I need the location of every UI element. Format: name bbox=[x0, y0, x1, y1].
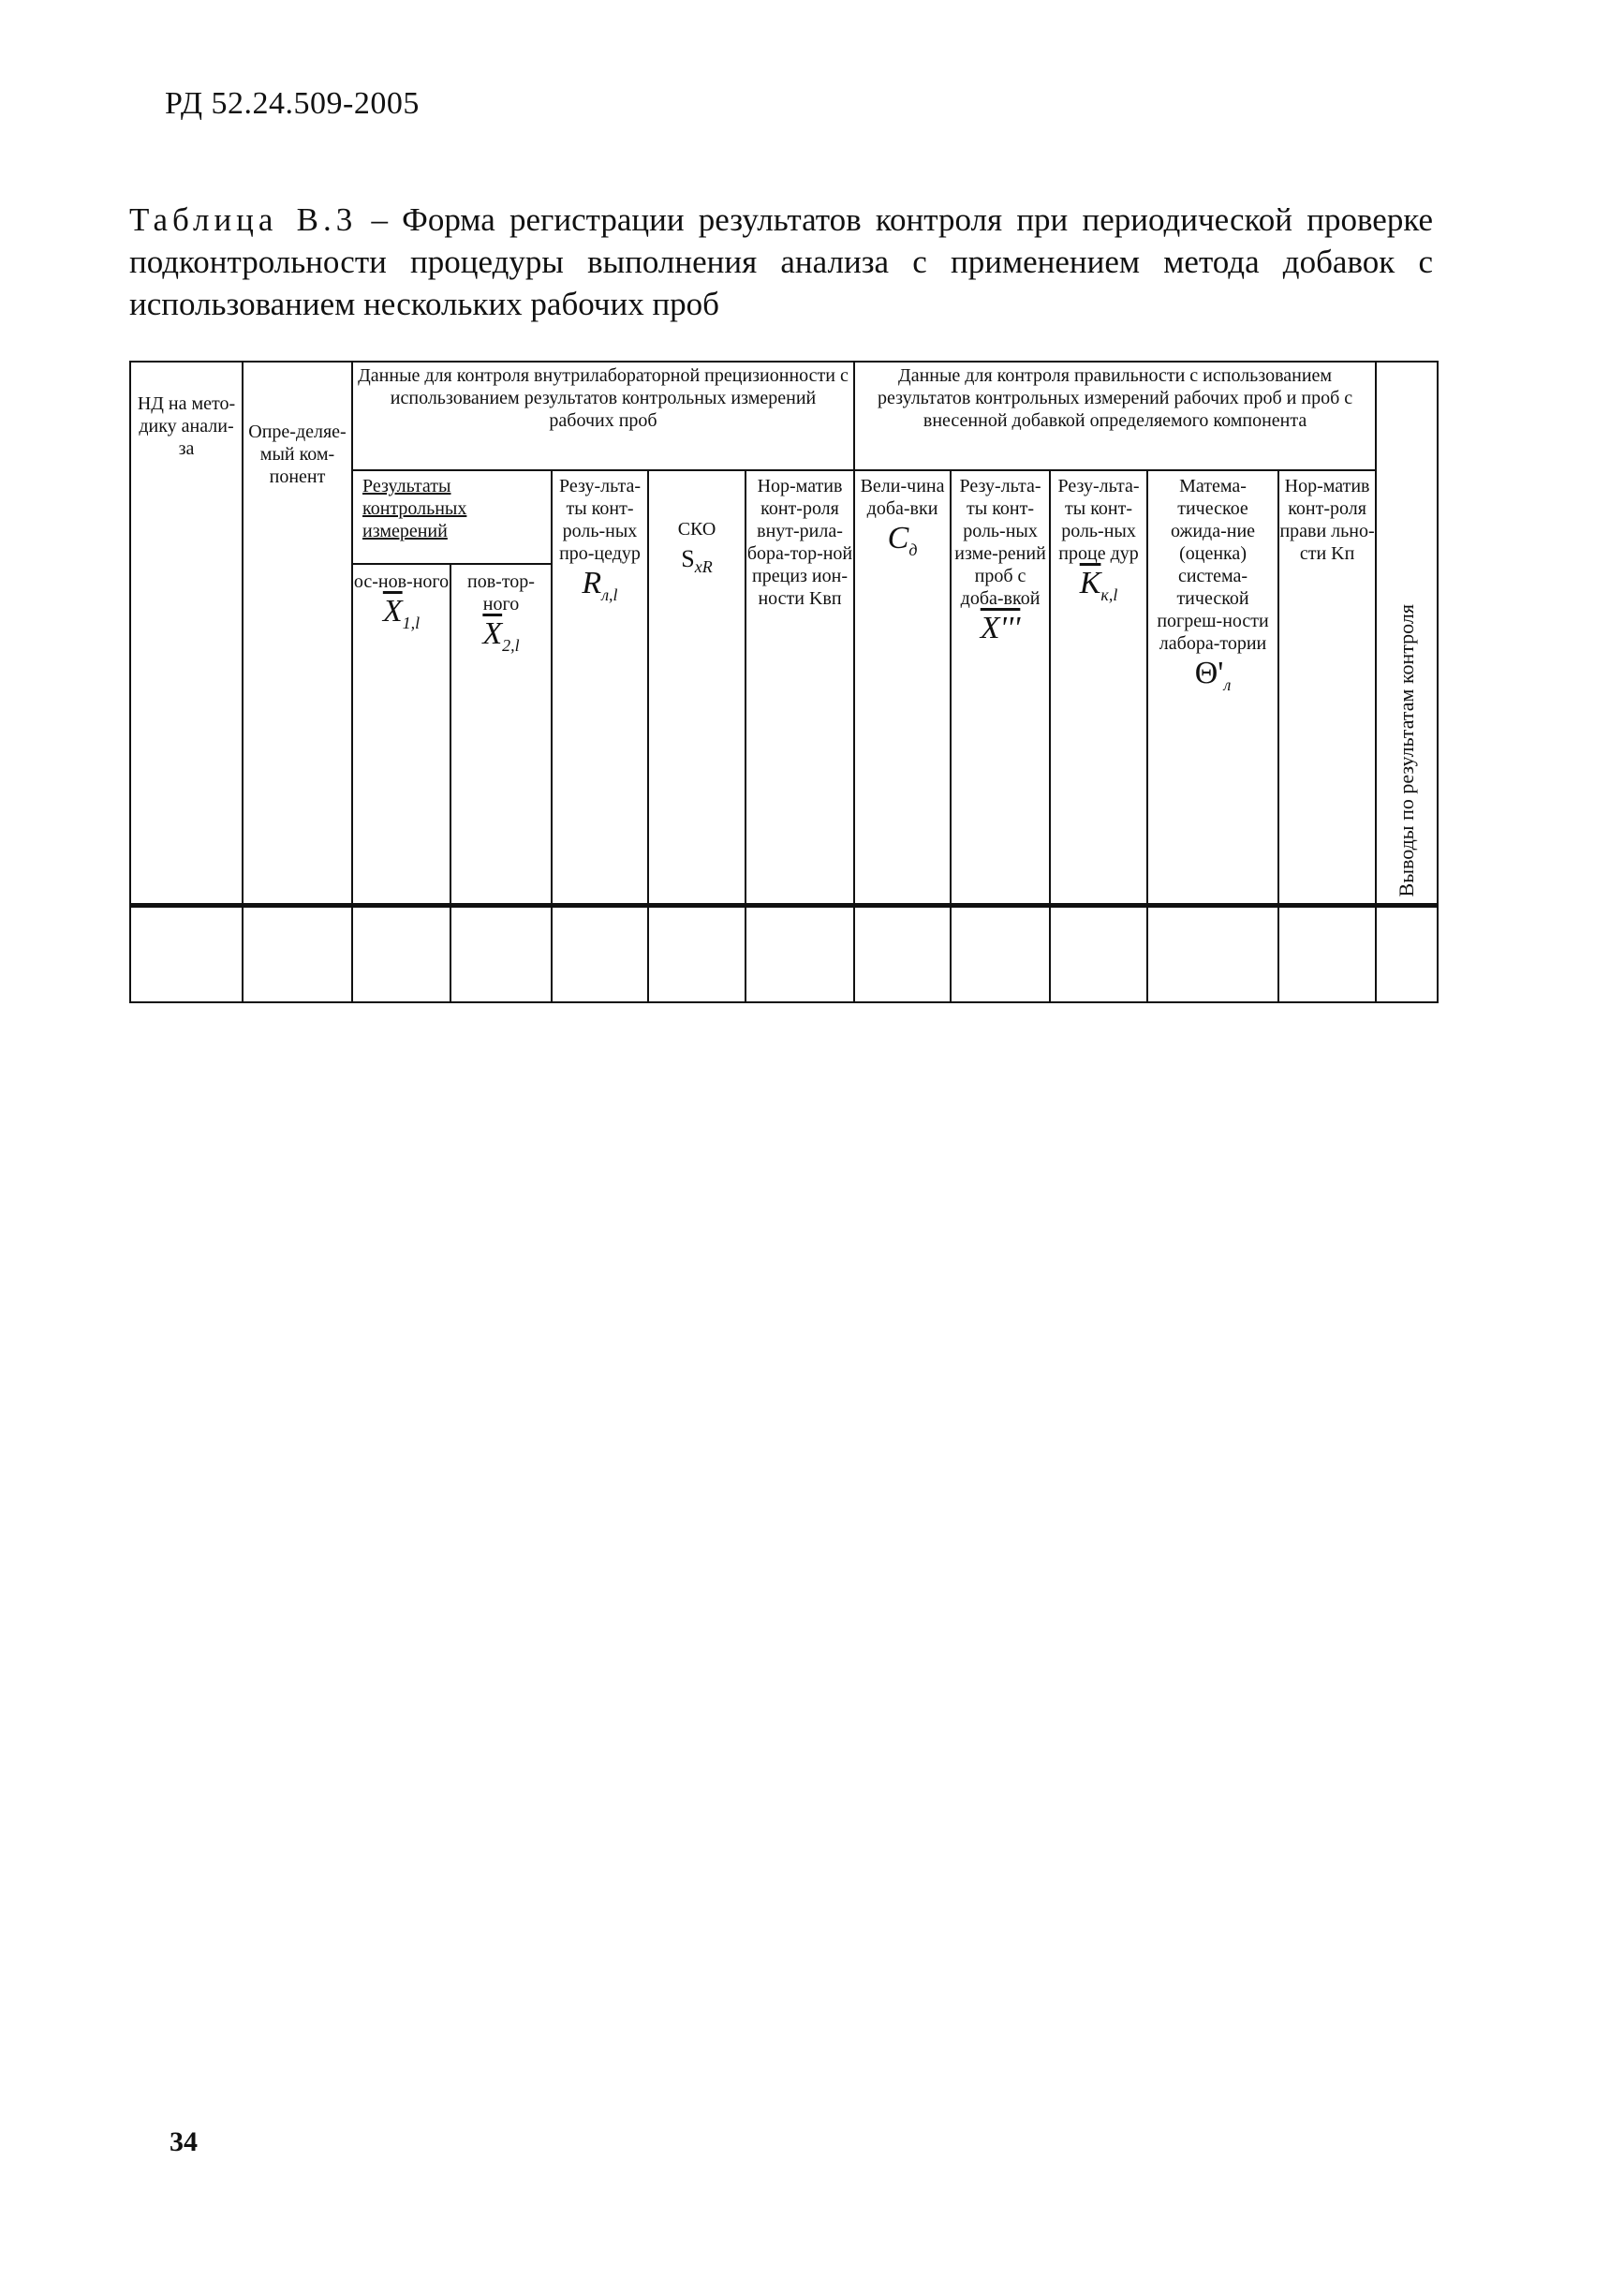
data-cell[interactable] bbox=[243, 905, 352, 1002]
symbol-r: $R_{л,l}$ bbox=[582, 566, 618, 604]
symbol-x-triple: X''' bbox=[980, 611, 1021, 645]
data-cell[interactable] bbox=[130, 905, 243, 1002]
header-component: Опре-деляе-мый ком-понент bbox=[243, 362, 352, 905]
header-addition: Вели-чина доба-вки $C_д$ bbox=[854, 470, 951, 905]
data-cell[interactable] bbox=[1147, 905, 1278, 1002]
page-number: 34 bbox=[170, 2126, 198, 2157]
caption-label: Таблица В.3 bbox=[129, 201, 358, 238]
header-results: Результаты контрольных измерений bbox=[352, 470, 552, 564]
symbol-x2: $\overline{X}_{2,l}$ bbox=[482, 616, 520, 655]
data-cell[interactable] bbox=[1376, 905, 1438, 1002]
header-conclusions: Выводы по результатам контроля bbox=[1376, 362, 1438, 905]
table-caption bbox=[129, 199, 1433, 325]
header-norm-accuracy: Нор-матив конт-роля прави льно-сти Kп bbox=[1278, 470, 1376, 905]
header-group-accuracy: Данные для контроля правильности с использованием результатов контрольных измерений рабочих проб и проб с внесенной добавкой определяемого компонента bbox=[854, 362, 1376, 470]
caption-text: – Форма регистрации результатов контроля при периодической проверке подконтрольности процедуры выполнения анализа с применением метода добавок с использованием нескольких рабочих проб bbox=[129, 201, 1433, 322]
document-code: РД 52.24.509-2005 bbox=[165, 86, 420, 121]
registration-form-table bbox=[129, 361, 1437, 1003]
symbol-s: $S_{xR}$ bbox=[681, 545, 713, 577]
data-cell[interactable] bbox=[450, 905, 552, 1002]
symbol-theta: $\Theta'_л$ bbox=[1194, 656, 1232, 694]
data-cell[interactable] bbox=[1278, 905, 1376, 1002]
data-cell[interactable] bbox=[1050, 905, 1147, 1002]
header-repeat: пов-тор-ного $\overline{X}_{2,l}$ bbox=[450, 564, 552, 905]
data-cell[interactable] bbox=[951, 905, 1050, 1002]
header-sko: СКО $S_{xR}$ bbox=[648, 470, 746, 905]
header-group-precision: Данные для контроля внутрилабораторной прецизионности с использованием результатов контрольных измерений рабочих проб bbox=[352, 362, 854, 470]
header-with-addition: Резу-льта-ты конт-роль-ных изме-рений проб с доба-вкой X''' bbox=[951, 470, 1050, 905]
symbol-x1: $\overline{X}_{1,l}$ bbox=[382, 594, 421, 632]
data-cell[interactable] bbox=[746, 905, 854, 1002]
header-range-results: Резу-льта-ты конт-роль-ных про-цедур $R_{л,l}$ bbox=[552, 470, 648, 905]
header-nd-method: НД на мето-дику анали-за bbox=[130, 362, 243, 905]
data-cell[interactable] bbox=[648, 905, 746, 1002]
symbol-k: $\overline{K}_{к,l}$ bbox=[1079, 566, 1118, 604]
header-main: ос-нов-ного $\overline{X}_{1,l}$ bbox=[352, 564, 450, 905]
data-cell[interactable] bbox=[552, 905, 648, 1002]
data-cell[interactable] bbox=[352, 905, 450, 1002]
header-k-results: Резу-льта-ты конт-роль-ных проце дур $\overline{K}_{к,l}$ bbox=[1050, 470, 1147, 905]
data-cell[interactable] bbox=[854, 905, 951, 1002]
symbol-c: $C_д$ bbox=[887, 521, 918, 559]
header-norm-precision: Нор-матив конт-роля внут-рила-бора-тор-ной прециз ион-ности Kвп bbox=[746, 470, 854, 905]
header-expectation: Матема-тическое ожида-ние (оценка) система-тической погреш-ности лабора-тории $\Theta'_л$ bbox=[1147, 470, 1278, 905]
